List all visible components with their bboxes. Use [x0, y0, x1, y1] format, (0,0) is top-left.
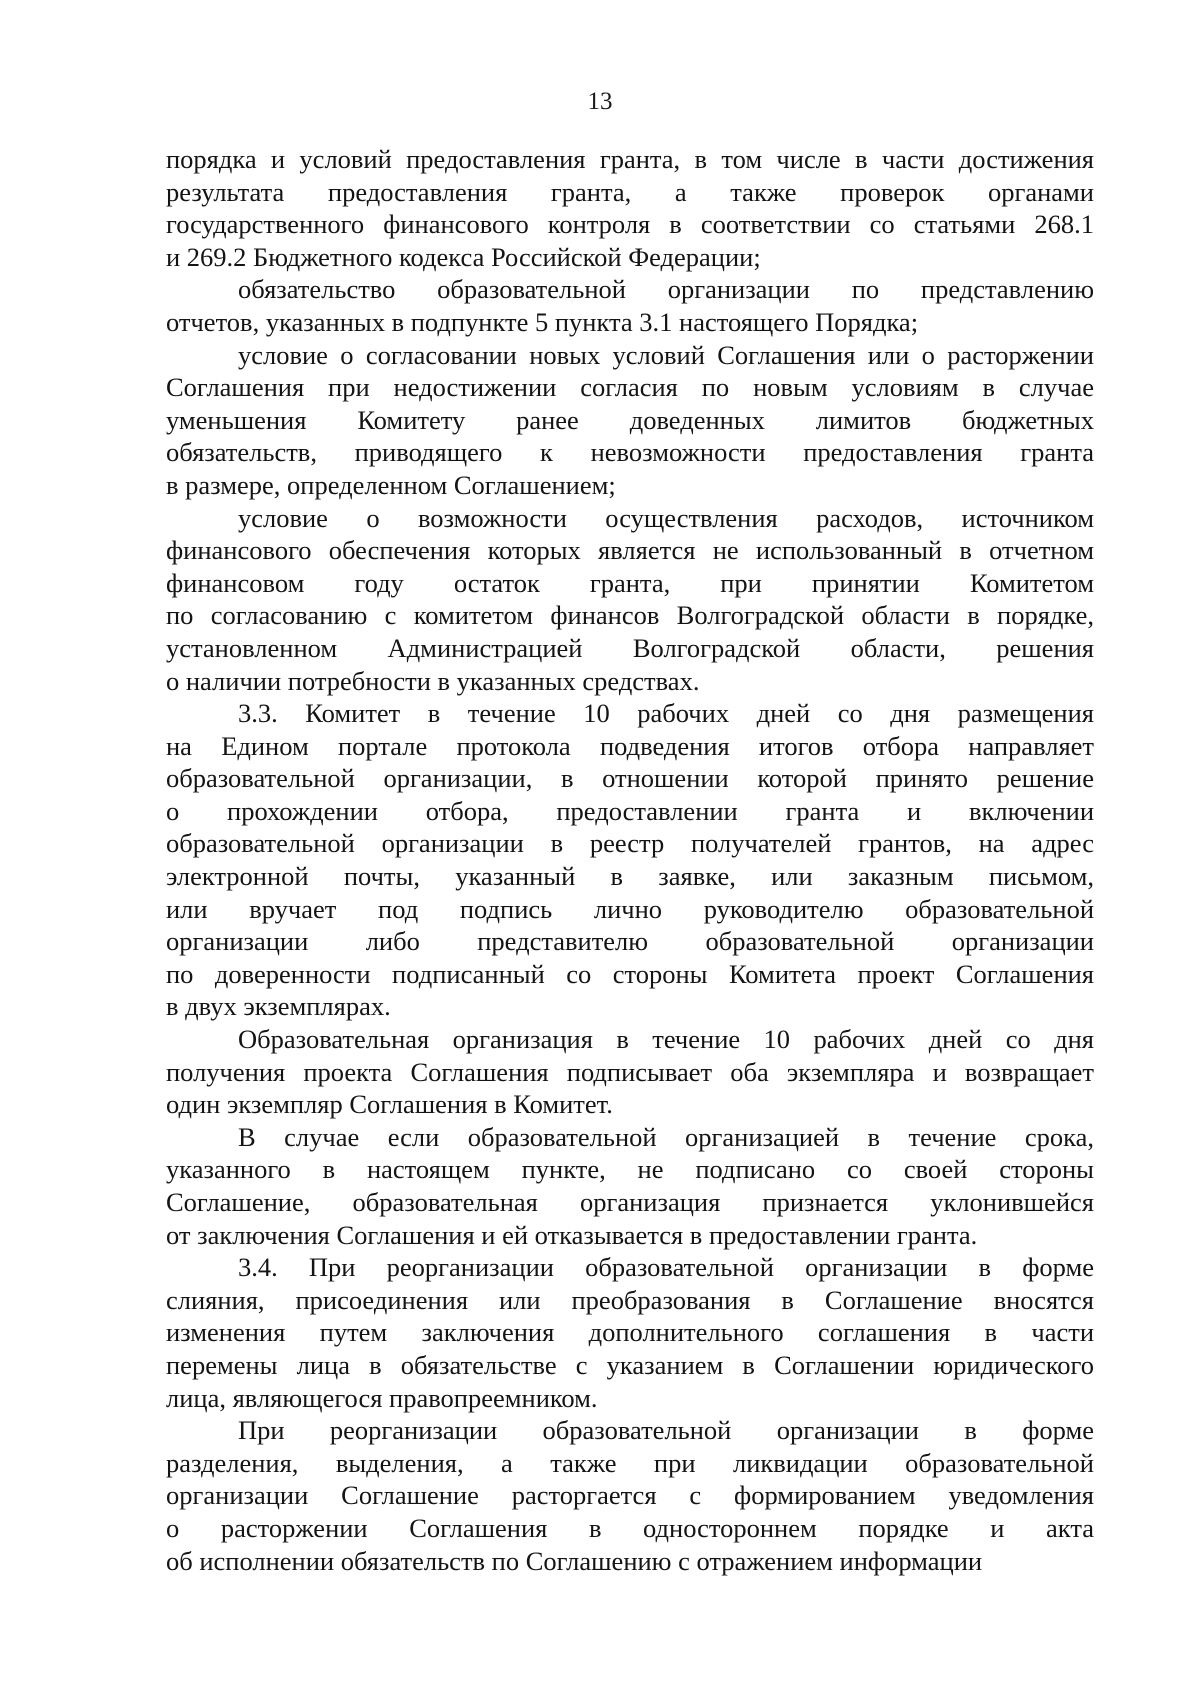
text-line: на Едином портале протокола подведения итогов отбора направляет [166, 730, 1094, 761]
text-line: порядка и условий предоставления гранта, в том числе в части достижения [166, 144, 1094, 174]
text-line: в двух экземплярах. [166, 991, 391, 1022]
text-line: установленном Администрацией Волгоградской области, решения [166, 632, 1094, 663]
text-line: отчетов, указанных в подпункте 5 пункта 3.1 настоящего Порядка; [166, 306, 919, 337]
text-line: о прохождении отбора, предоставлении гранта и включении [166, 795, 1094, 826]
text-line: финансовом году остаток гранта, при принятии Комитетом [166, 567, 1094, 598]
paragraph [166, 1414, 1094, 1577]
text-line: получения проекта Соглашения подписывает оба экземпляра и возвращает [166, 1056, 1094, 1087]
text-line: обязательств, приводящего к невозможности предоставления гранта [166, 437, 1094, 468]
text-line: 3.3. Комитет в течение 10 рабочих дней со дня размещения [238, 698, 1094, 729]
paragraph [166, 1251, 1094, 1414]
text-line: Соглашение, образовательная организация признается уклонившейся [166, 1187, 1094, 1217]
text-line: 3.4. При реорганизации образовательной организации в форме [238, 1252, 1094, 1283]
text-line: разделения, выделения, а также при ликвидации образовательной [166, 1447, 1094, 1478]
text-line: образовательной организации в реестр получателей грантов, на адрес [166, 828, 1094, 859]
paragraph [166, 273, 1094, 338]
text-line: электронной почты, указанный в заявке, или заказным письмом, [166, 861, 1094, 892]
paragraph [166, 1121, 1094, 1251]
document-body [166, 143, 1094, 1577]
text-line: государственного финансового контроля в соответствии со статьями 268.1 [166, 209, 1094, 240]
text-line: один экземпляр Соглашения в Комитет. [166, 1089, 613, 1120]
text-line: организации либо представителю образовательной организации [166, 926, 1094, 957]
text-line: образовательной организации, в отношении которой принято решение [166, 763, 1094, 794]
text-line: слияния, присоединения или преобразования в Соглашение вносятся [166, 1284, 1094, 1315]
text-line: от заключения Соглашения и ей отказывается в предоставлении гранта. [166, 1219, 978, 1250]
text-line: лица, являющегося правопреемником. [166, 1382, 598, 1413]
text-line: в размере, определенном Соглашением; [166, 469, 616, 500]
text-line: обязательство образовательной организации по представлению [238, 274, 1094, 305]
paragraph [166, 339, 1094, 502]
text-line: и 269.2 Бюджетного кодекса Российской Федерации; [166, 241, 761, 272]
text-line: о наличии потребности в указанных средствах. [166, 665, 700, 696]
paragraph [166, 697, 1094, 1023]
paragraph [166, 502, 1094, 698]
text-line: по доверенности подписанный со стороны Комитета проект Соглашения [166, 958, 1094, 989]
text-line: В случае если образовательной организацией в течение срока, [238, 1121, 1094, 1152]
text-line: перемены лица в обязательстве с указанием в Соглашении юридического [166, 1349, 1094, 1380]
text-line: по согласованию с комитетом финансов Волгоградской области в порядке, [166, 600, 1094, 631]
text-line: условие о согласовании новых условий Соглашения или о расторжении [238, 339, 1094, 370]
text-line: уменьшения Комитету ранее доведенных лимитов бюджетных [166, 404, 1094, 435]
page-number: 13 [587, 88, 613, 115]
text-line: финансового обеспечения которых является не использованный в отчетном [166, 535, 1094, 566]
paragraph [166, 143, 1094, 273]
text-line: об исполнении обязательств по Соглашению с отражением информации [166, 1545, 983, 1576]
text-line: При реорганизации образовательной организации в форме [238, 1415, 1094, 1446]
text-line: о расторжении Соглашения в одностороннем порядке и акта [166, 1512, 1094, 1543]
text-line: изменения путем заключения дополнительного соглашения в части [166, 1317, 1094, 1348]
text-line: организации Соглашение расторгается с формированием уведомления [166, 1480, 1094, 1511]
text-line: или вручает под подпись лично руководителю образовательной [166, 893, 1094, 924]
text-line: Соглашения при недостижении согласия по новым условиям в случае [166, 372, 1094, 403]
text-line: условие о возможности осуществления расходов, источником [238, 502, 1094, 533]
text-line: Образовательная организация в течение 10 рабочих дней со дня [238, 1024, 1094, 1055]
text-line: результата предоставления гранта, а также проверок органами [166, 176, 1094, 207]
paragraph [166, 1023, 1094, 1121]
text-line: указанного в настоящем пункте, не подписано со своей стороны [166, 1154, 1094, 1185]
